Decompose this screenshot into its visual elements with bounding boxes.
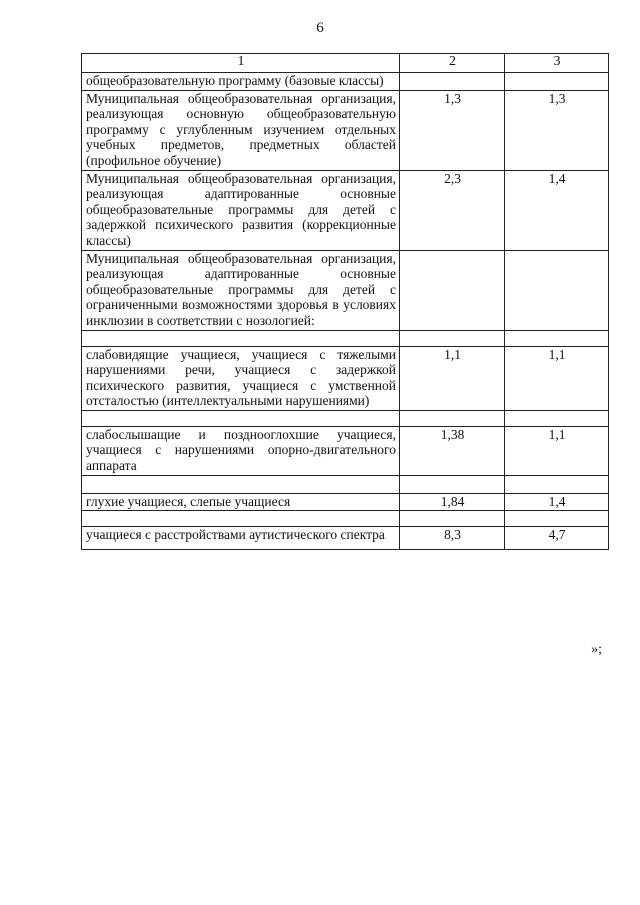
sub-item-description: учащиеся с расстройствами аутистического спектра: [82, 527, 400, 550]
row-value-col2: 1,3: [400, 90, 505, 170]
table-sub-row: [82, 527, 609, 550]
coefficients-table: [81, 53, 609, 550]
row-description: Муниципальная общеобразовательная организация, реализующая адаптированные основные общеобразовательные программы для детей с задержкой психического развития (коррекционные классы): [82, 170, 400, 250]
table-row-inclusion-heading: [82, 250, 609, 330]
spacer-row: [82, 475, 609, 493]
spacer-row: [82, 511, 609, 527]
sub-item-value-col2: 1,38: [400, 426, 505, 475]
column-header-1: 1: [82, 54, 400, 73]
column-header-3: 3: [505, 54, 609, 73]
row-value-col3: [505, 73, 609, 91]
row-value-col2: 2,3: [400, 170, 505, 250]
column-header-2: 2: [400, 54, 505, 73]
row-description: Муниципальная общеобразовательная организация, реализующая основную общеобразовательную программу с углубленным изучением отдельных учебных предметов, предметных областей (профильное обучение): [82, 90, 400, 170]
table-sub-row: [82, 493, 609, 511]
sub-item-description: слабовидящие учащиеся, учащиеся с тяжелыми нарушениями речи, учащиеся с задержкой психического развития, учащиеся с умственной отсталостью (интеллектуальными нарушениями): [82, 346, 400, 410]
sub-item-value-col2: 1,1: [400, 346, 505, 410]
row-value-col3: [505, 250, 609, 330]
sub-item-value-col3: 1,4: [505, 493, 609, 511]
sub-item-description: глухие учащиеся, слепые учащиеся: [82, 493, 400, 511]
sub-item-value-col2: 8,3: [400, 527, 505, 550]
sub-item-value-col2: 1,84: [400, 493, 505, 511]
table-header-row: [82, 54, 609, 73]
table-sub-row: [82, 346, 609, 410]
row-value-col2: [400, 250, 505, 330]
row-value-col3: 1,3: [505, 90, 609, 170]
page-number: 6: [316, 20, 324, 36]
spacer-row: [82, 330, 609, 346]
row-value-col2: [400, 73, 505, 91]
table-row: [82, 73, 609, 91]
row-value-col3: 1,4: [505, 170, 609, 250]
row-description: общеобразовательную программу (базовые классы): [82, 73, 400, 91]
spacer-row: [82, 410, 609, 426]
table-sub-row: [82, 426, 609, 475]
table-row: [82, 170, 609, 250]
table-row: [82, 90, 609, 170]
sub-item-value-col3: 1,1: [505, 346, 609, 410]
row-description: Муниципальная общеобразовательная организация, реализующая адаптированные основные общеобразовательные программы для детей с ограниченными возможностями здоровья в условиях инклюзии в соответствии с нозологией:: [82, 250, 400, 330]
closing-quote-mark: »;: [591, 642, 602, 657]
sub-item-description: слабослышащие и позднооглохшие учащиеся, учащиеся с нарушениями опорно-двигательного аппарата: [82, 426, 400, 475]
sub-item-value-col3: 1,1: [505, 426, 609, 475]
sub-item-value-col3: 4,7: [505, 527, 609, 550]
